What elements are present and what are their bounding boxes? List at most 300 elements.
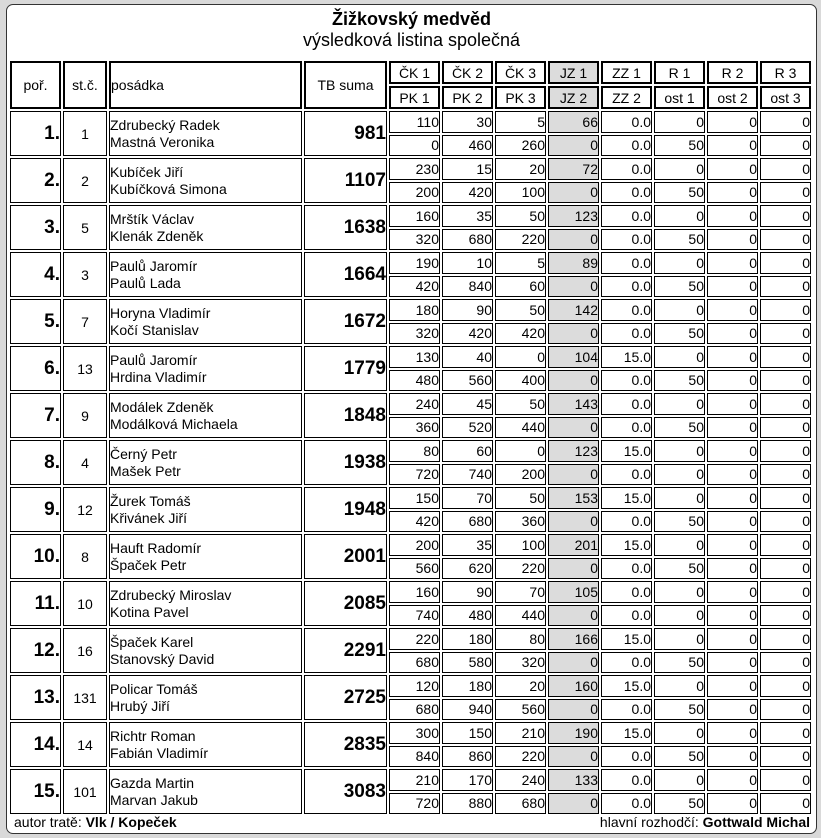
cell-zz2: 0.0: [601, 182, 652, 204]
cell-pk2: 880: [442, 793, 493, 815]
cell-jz2: 0: [548, 370, 599, 392]
cell-zz1: 0.0: [601, 299, 652, 321]
cell-ck2: 70: [442, 487, 493, 509]
col-header-jz2: JZ 2: [548, 86, 599, 109]
cell-ck2: 35: [442, 205, 493, 227]
col-header-pk1: PK 1: [389, 86, 440, 109]
cell-pk3: 100: [495, 182, 546, 204]
driver-name: Policar Tomáš: [110, 680, 198, 697]
crew-cell: [109, 158, 302, 203]
cell-r3: 0: [760, 111, 811, 133]
chief-judge: [600, 814, 810, 830]
rank-cell: 10.: [10, 534, 61, 579]
tb-sum-cell: 981: [304, 111, 387, 156]
rank-cell: 4.: [10, 252, 61, 297]
table-row: [10, 487, 811, 509]
cell-pk3: 60: [495, 276, 546, 298]
cell-jz1: 153: [548, 487, 599, 509]
cell-jz1: 133: [548, 769, 599, 791]
cell-jz2: 0: [548, 746, 599, 768]
cell-pk1: 480: [389, 370, 440, 392]
table-row: [10, 346, 811, 368]
cell-zz2: 0.0: [601, 511, 652, 533]
cell-r3: 0: [760, 205, 811, 227]
cell-zz1: 0.0: [601, 111, 652, 133]
cell-zz2: 0.0: [601, 229, 652, 251]
col-header-pk2: PK 2: [442, 86, 493, 109]
tb-sum-cell: 1664: [304, 252, 387, 297]
rank-cell: 1.: [10, 111, 61, 156]
cell-ck3: 50: [495, 299, 546, 321]
tb-sum-cell: 2835: [304, 722, 387, 767]
cell-ost3: 0: [760, 605, 811, 627]
cell-r1: 0: [654, 487, 705, 509]
cell-jz2: 0: [548, 605, 599, 627]
cell-ck1: 150: [389, 487, 440, 509]
cell-ck3: 0: [495, 440, 546, 462]
cell-pk2: 940: [442, 699, 493, 721]
cell-zz2: 0.0: [601, 746, 652, 768]
cell-jz2: 0: [548, 464, 599, 486]
cell-r3: 0: [760, 722, 811, 744]
cell-pk1: 360: [389, 417, 440, 439]
rank-cell: 3.: [10, 205, 61, 250]
table-row: [10, 440, 811, 462]
start-number-cell: 1: [63, 111, 107, 156]
cell-r1: 0: [654, 252, 705, 274]
rank-cell: 5.: [10, 299, 61, 344]
col-header-ost3: ost 3: [760, 86, 811, 109]
driver-name: Paulů Jaromír: [110, 257, 198, 274]
cell-r2: 0: [707, 581, 758, 603]
driver-name: Zdrubecký Radek: [110, 116, 220, 133]
cell-jz2: 0: [548, 417, 599, 439]
crew-cell: [109, 440, 302, 485]
cell-ost3: 0: [760, 135, 811, 157]
start-number-cell: 7: [63, 299, 107, 344]
cell-zz2: 0.0: [601, 464, 652, 486]
cell-ck1: 190: [389, 252, 440, 274]
cell-r3: 0: [760, 581, 811, 603]
codriver-name: Křivánek Jiří: [110, 509, 188, 526]
crew-cell: [109, 252, 302, 297]
start-number-cell: 101: [63, 769, 107, 814]
cell-pk1: 0: [389, 135, 440, 157]
results-body: [10, 111, 811, 814]
col-header-crew: posádka: [109, 61, 302, 109]
cell-ost3: 0: [760, 746, 811, 768]
codriver-name: Modálková Michaela: [110, 415, 238, 432]
cell-jz1: 123: [548, 440, 599, 462]
cell-ost2: 0: [707, 417, 758, 439]
crew-cell: [109, 675, 302, 720]
cell-ck3: 0: [495, 346, 546, 368]
cell-pk1: 720: [389, 793, 440, 815]
driver-name: Žurek Tomáš: [110, 492, 191, 509]
table-row: [10, 534, 811, 556]
cell-pk2: 420: [442, 323, 493, 345]
cell-ck2: 60: [442, 440, 493, 462]
cell-zz1: 15.0: [601, 440, 652, 462]
start-number-cell: 5: [63, 205, 107, 250]
rank-cell: 9.: [10, 487, 61, 532]
start-number-cell: 4: [63, 440, 107, 485]
cell-ck2: 90: [442, 581, 493, 603]
cell-zz1: 0.0: [601, 252, 652, 274]
cell-pk2: 680: [442, 229, 493, 251]
table-row: [10, 675, 811, 697]
col-header-pk3: PK 3: [495, 86, 546, 109]
crew-cell: [109, 393, 302, 438]
start-number-cell: 131: [63, 675, 107, 720]
cell-zz2: 0.0: [601, 605, 652, 627]
cell-r2: 0: [707, 205, 758, 227]
tb-sum-cell: 2085: [304, 581, 387, 626]
driver-name: Zdrubecký Miroslav: [110, 586, 232, 603]
cell-ost1: 50: [654, 229, 705, 251]
cell-r2: 0: [707, 722, 758, 744]
cell-ck1: 120: [389, 675, 440, 697]
rank-cell: 7.: [10, 393, 61, 438]
tb-sum-cell: 1948: [304, 487, 387, 532]
cell-r1: 0: [654, 111, 705, 133]
cell-r2: 0: [707, 769, 758, 791]
tb-sum-cell: 2291: [304, 628, 387, 673]
cell-ost1: 0: [654, 464, 705, 486]
cell-zz1: 0.0: [601, 769, 652, 791]
cell-r3: 0: [760, 534, 811, 556]
cell-ost1: 50: [654, 182, 705, 204]
cell-r1: 0: [654, 346, 705, 368]
cell-r3: 0: [760, 346, 811, 368]
table-row: [10, 581, 811, 603]
crew-cell: [109, 487, 302, 532]
cell-jz1: 66: [548, 111, 599, 133]
rank-cell: 8.: [10, 440, 61, 485]
start-number-cell: 12: [63, 487, 107, 532]
cell-ck1: 160: [389, 205, 440, 227]
course-author: [14, 814, 177, 830]
page-subtitle: výsledková listina společná: [302, 30, 521, 50]
col-header-ck1: ČK 1: [389, 61, 440, 84]
cell-ck2: 45: [442, 393, 493, 415]
cell-ost3: 0: [760, 323, 811, 345]
cell-zz1: 0.0: [601, 393, 652, 415]
cell-ost1: 50: [654, 558, 705, 580]
cell-ost1: 50: [654, 652, 705, 674]
cell-jz2: 0: [548, 229, 599, 251]
driver-name: Mrštík Václav: [110, 210, 195, 227]
results-sheet: [6, 4, 817, 834]
cell-jz2: 0: [548, 699, 599, 721]
table-row: [10, 158, 811, 180]
cell-zz1: 0.0: [601, 158, 652, 180]
cell-ck1: 80: [389, 440, 440, 462]
codriver-name: Hrubý Jiří: [110, 697, 170, 714]
cell-jz1: 72: [548, 158, 599, 180]
cell-pk3: 260: [495, 135, 546, 157]
cell-pk3: 360: [495, 511, 546, 533]
cell-ost3: 0: [760, 417, 811, 439]
driver-name: Kubíček Jiří: [110, 163, 184, 180]
start-number-cell: 10: [63, 581, 107, 626]
driver-name: Richtr Roman: [110, 727, 196, 744]
cell-ost2: 0: [707, 323, 758, 345]
cell-ck2: 30: [442, 111, 493, 133]
cell-jz1: 190: [548, 722, 599, 744]
cell-ck1: 160: [389, 581, 440, 603]
cell-zz2: 0.0: [601, 323, 652, 345]
cell-r1: 0: [654, 581, 705, 603]
cell-pk1: 420: [389, 511, 440, 533]
cell-zz2: 0.0: [601, 558, 652, 580]
table-row: [10, 205, 811, 227]
cell-jz1: 105: [548, 581, 599, 603]
cell-ost3: 0: [760, 511, 811, 533]
cell-ost2: 0: [707, 652, 758, 674]
cell-pk1: 840: [389, 746, 440, 768]
cell-ost3: 0: [760, 699, 811, 721]
cell-pk3: 220: [495, 746, 546, 768]
crew-cell: [109, 299, 302, 344]
codriver-name: Kočí Stanislav: [110, 321, 199, 338]
cell-pk1: 200: [389, 182, 440, 204]
cell-pk3: 420: [495, 323, 546, 345]
cell-ost3: 0: [760, 558, 811, 580]
cell-pk2: 480: [442, 605, 493, 627]
col-header-start-no: st.č.: [63, 61, 107, 109]
chief-judge-label: hlavní rozhodčí:: [599, 814, 703, 830]
cell-jz1: 143: [548, 393, 599, 415]
cell-ck3: 50: [495, 205, 546, 227]
cell-ost1: 50: [654, 793, 705, 815]
rank-cell: 14.: [10, 722, 61, 767]
cell-ost1: 50: [654, 276, 705, 298]
cell-ost1: 50: [654, 417, 705, 439]
col-header-r1: R 1: [654, 61, 705, 84]
cell-ost3: 0: [760, 793, 811, 815]
cell-ck1: 220: [389, 628, 440, 650]
crew-cell: [109, 205, 302, 250]
cell-zz1: 15.0: [601, 346, 652, 368]
cell-pk3: 320: [495, 652, 546, 674]
codriver-name: Marvan Jakub: [110, 791, 198, 808]
cell-r2: 0: [707, 111, 758, 133]
cell-ck1: 300: [389, 722, 440, 744]
cell-r3: 0: [760, 769, 811, 791]
driver-name: Špaček Karel: [110, 633, 194, 650]
cell-r2: 0: [707, 675, 758, 697]
cell-ost2: 0: [707, 135, 758, 157]
cell-r3: 0: [760, 299, 811, 321]
cell-ck3: 100: [495, 534, 546, 556]
cell-jz2: 0: [548, 558, 599, 580]
cell-r1: 0: [654, 722, 705, 744]
cell-ck1: 210: [389, 769, 440, 791]
cell-r3: 0: [760, 628, 811, 650]
cell-r3: 0: [760, 675, 811, 697]
cell-ck3: 20: [495, 158, 546, 180]
cell-ck2: 90: [442, 299, 493, 321]
col-header-rank: poř.: [10, 61, 61, 109]
crew-cell: [109, 111, 302, 156]
cell-zz1: 0.0: [601, 205, 652, 227]
cell-jz2: 0: [548, 323, 599, 345]
col-header-ost1: ost 1: [654, 86, 705, 109]
codriver-name: Paulů Lada: [110, 274, 181, 291]
cell-ck2: 10: [442, 252, 493, 274]
cell-ost1: 50: [654, 699, 705, 721]
rank-cell: 2.: [10, 158, 61, 203]
cell-pk2: 560: [442, 370, 493, 392]
start-number-cell: 2: [63, 158, 107, 203]
cell-ck1: 200: [389, 534, 440, 556]
cell-pk3: 560: [495, 699, 546, 721]
cell-pk1: 740: [389, 605, 440, 627]
codriver-name: Stanovský David: [110, 650, 215, 667]
cell-r3: 0: [760, 252, 811, 274]
cell-ost2: 0: [707, 511, 758, 533]
cell-ost3: 0: [760, 370, 811, 392]
cell-r1: 0: [654, 440, 705, 462]
cell-jz1: 89: [548, 252, 599, 274]
cell-r2: 0: [707, 158, 758, 180]
cell-zz2: 0.0: [601, 135, 652, 157]
cell-pk3: 680: [495, 793, 546, 815]
cell-zz1: 15.0: [601, 722, 652, 744]
cell-r2: 0: [707, 534, 758, 556]
codriver-name: Hrdina Vladimír: [110, 368, 207, 385]
cell-pk1: 720: [389, 464, 440, 486]
cell-ck3: 50: [495, 393, 546, 415]
cell-ck3: 210: [495, 722, 546, 744]
cell-r2: 0: [707, 440, 758, 462]
cell-jz1: 142: [548, 299, 599, 321]
cell-r3: 0: [760, 158, 811, 180]
cell-zz2: 0.0: [601, 417, 652, 439]
cell-ck2: 180: [442, 628, 493, 650]
table-row: [10, 252, 811, 274]
cell-zz2: 0.0: [601, 652, 652, 674]
driver-name: Modálek Zdeněk: [110, 398, 214, 415]
cell-ost2: 0: [707, 276, 758, 298]
cell-ost3: 0: [760, 276, 811, 298]
cell-pk1: 420: [389, 276, 440, 298]
tb-sum-cell: 1848: [304, 393, 387, 438]
cell-ost2: 0: [707, 605, 758, 627]
header-row-top: [10, 61, 811, 84]
cell-pk3: 440: [495, 417, 546, 439]
tb-sum-cell: 2001: [304, 534, 387, 579]
tb-sum-cell: 1638: [304, 205, 387, 250]
cell-pk2: 840: [442, 276, 493, 298]
cell-ost1: 0: [654, 605, 705, 627]
tb-sum-cell: 1938: [304, 440, 387, 485]
start-number-cell: 8: [63, 534, 107, 579]
start-number-cell: 16: [63, 628, 107, 673]
tb-sum-cell: 1672: [304, 299, 387, 344]
codriver-name: Mašek Petr: [110, 462, 181, 479]
rank-cell: 13.: [10, 675, 61, 720]
cell-ck2: 150: [442, 722, 493, 744]
cell-ck1: 110: [389, 111, 440, 133]
col-header-jz1: JZ 1: [548, 61, 599, 84]
crew-cell: [109, 769, 302, 814]
crew-cell: [109, 628, 302, 673]
codriver-name: Špaček Petr: [110, 556, 187, 573]
start-number-cell: 3: [63, 252, 107, 297]
cell-r1: 0: [654, 534, 705, 556]
cell-ost3: 0: [760, 464, 811, 486]
cell-r3: 0: [760, 393, 811, 415]
cell-jz2: 0: [548, 511, 599, 533]
cell-pk3: 200: [495, 464, 546, 486]
cell-ck2: 15: [442, 158, 493, 180]
cell-ost3: 0: [760, 652, 811, 674]
driver-name: Horyna Vladimír: [110, 304, 211, 321]
table-row: [10, 769, 811, 791]
codriver-name: Fabián Vladimír: [110, 744, 209, 761]
driver-name: Paulů Jaromír: [110, 351, 198, 368]
tb-sum-cell: 2725: [304, 675, 387, 720]
cell-ck2: 35: [442, 534, 493, 556]
cell-ost2: 0: [707, 370, 758, 392]
cell-ck3: 5: [495, 111, 546, 133]
cell-pk3: 220: [495, 558, 546, 580]
cell-jz2: 0: [548, 276, 599, 298]
cell-ck1: 180: [389, 299, 440, 321]
col-header-ost2: ost 2: [707, 86, 758, 109]
cell-r2: 0: [707, 346, 758, 368]
start-number-cell: 9: [63, 393, 107, 438]
cell-ck1: 230: [389, 158, 440, 180]
col-header-ck3: ČK 3: [495, 61, 546, 84]
cell-pk1: 320: [389, 323, 440, 345]
cell-zz1: 15.0: [601, 675, 652, 697]
col-header-zz1: ZZ 1: [601, 61, 652, 84]
table-row: [10, 111, 811, 133]
cell-zz2: 0.0: [601, 699, 652, 721]
cell-ck1: 130: [389, 346, 440, 368]
cell-pk1: 320: [389, 229, 440, 251]
cell-zz1: 15.0: [601, 534, 652, 556]
col-header-r2: R 2: [707, 61, 758, 84]
cell-ck2: 180: [442, 675, 493, 697]
cell-ck3: 5: [495, 252, 546, 274]
cell-pk3: 220: [495, 229, 546, 251]
crew-cell: [109, 534, 302, 579]
col-header-tb-sum: TB suma: [304, 61, 387, 109]
cell-r3: 0: [760, 440, 811, 462]
cell-ost1: 50: [654, 370, 705, 392]
cell-ck3: 50: [495, 487, 546, 509]
cell-ck3: 240: [495, 769, 546, 791]
cell-pk1: 560: [389, 558, 440, 580]
cell-ost1: 50: [654, 511, 705, 533]
rank-cell: 6.: [10, 346, 61, 391]
table-row: [10, 393, 811, 415]
cell-pk2: 520: [442, 417, 493, 439]
cell-jz2: 0: [548, 182, 599, 204]
course-author-label: autor tratě:: [14, 814, 86, 830]
table-row: [10, 722, 811, 744]
cell-zz1: 0.0: [601, 581, 652, 603]
cell-ost1: 50: [654, 135, 705, 157]
cell-ost2: 0: [707, 793, 758, 815]
cell-pk2: 460: [442, 135, 493, 157]
cell-jz2: 0: [548, 793, 599, 815]
cell-pk2: 740: [442, 464, 493, 486]
